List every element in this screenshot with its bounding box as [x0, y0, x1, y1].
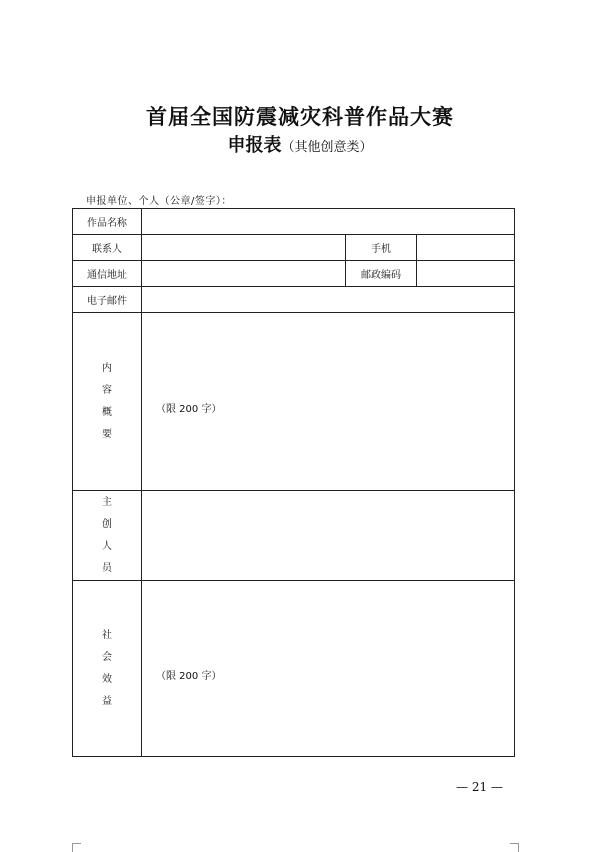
- row-impact: [73, 581, 515, 757]
- address-label: 通信地址: [73, 261, 142, 287]
- form-subtitle: [0, 131, 600, 157]
- row-address: [73, 261, 515, 287]
- address-field[interactable]: [142, 261, 346, 287]
- work-name-label: 作品名称: [73, 209, 142, 235]
- row-contact: [73, 235, 515, 261]
- email-label: 电子邮件: [73, 287, 142, 313]
- creators-label: 主 创 人 员: [73, 491, 142, 581]
- contact-field[interactable]: [142, 235, 346, 261]
- row-email: [73, 287, 515, 313]
- impact-word-limit-note: （限 200 字）: [156, 671, 222, 682]
- contact-label: 联系人: [73, 235, 142, 261]
- phone-field[interactable]: [417, 235, 515, 261]
- summary-field[interactable]: [142, 313, 515, 491]
- work-name-field[interactable]: [142, 209, 515, 235]
- phone-label: 手机: [346, 235, 417, 261]
- form-title: 首届全国防震减灾科普作品大赛: [146, 105, 454, 129]
- summary-label: 内 容 概 要: [73, 313, 142, 491]
- postcode-label: 邮政编码: [346, 261, 417, 287]
- subtitle-category: （其他创意类）: [281, 140, 373, 155]
- row-work-name: [73, 209, 515, 235]
- impact-label: 社 会 效 益: [73, 581, 142, 757]
- summary-word-limit-note: （限 200 字）: [156, 404, 222, 415]
- creators-field[interactable]: [142, 491, 515, 581]
- postcode-field[interactable]: [417, 261, 515, 287]
- row-creators: [73, 491, 515, 581]
- applicant-signature-line: 申报单位、个人（公章/签字）：: [86, 196, 232, 207]
- page-number: — 21 —: [456, 780, 503, 794]
- application-form-table: [72, 208, 515, 757]
- impact-field[interactable]: [142, 581, 515, 757]
- row-summary: [73, 313, 515, 491]
- email-field[interactable]: [142, 287, 515, 313]
- subtitle-main: 申报表: [227, 135, 282, 156]
